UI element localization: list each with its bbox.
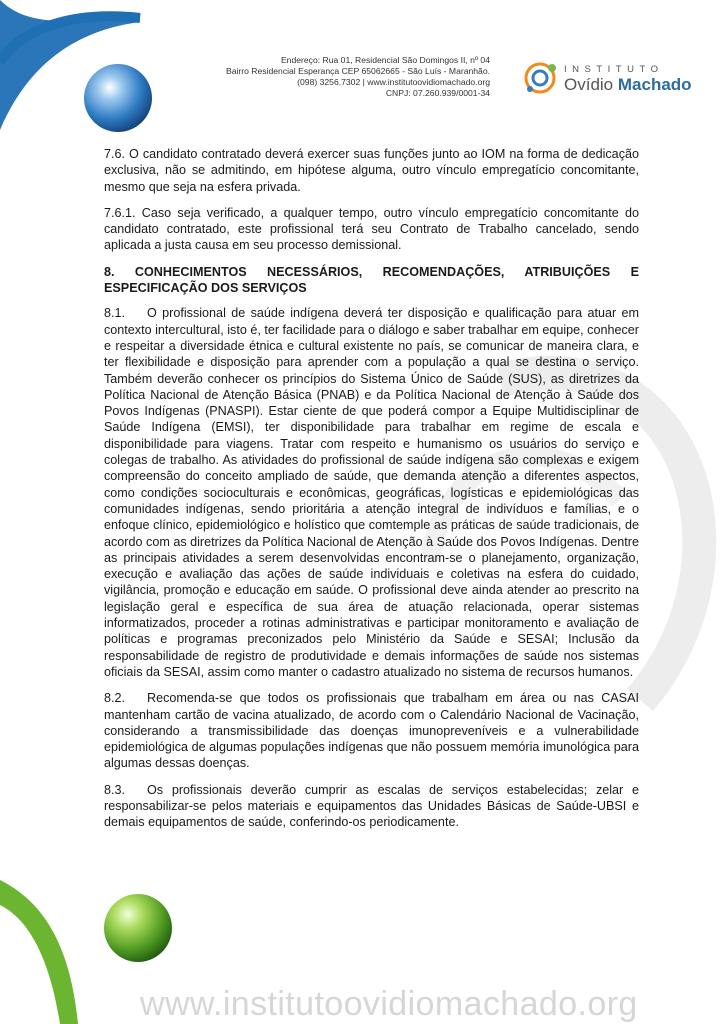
logo-name-regular: Ovídio [564, 75, 614, 94]
paragraph-text: O profissional de saúde indígena deverá ter disposição e qualificação para atuar em contexto intercultural, isto é, ter facilidade para o diálogo e saber trabalhar em equipe, conhecer e respeitar a diversidade étnica e cultural existente no país, se comunicar de maneira clara, e ter flexibilidade e disposição para aprender com a população a qual se destina o serviço. Também deverão conhecer os princípios do Sistema Único de Saúde (SUS), as diretrizes da Política Nacional de Atenção Básica (PNAB) e da Política Nacional de Atenção à Saúde dos Povos Indígenas (PNASPI). Estar ciente de que poderá compor a Equipe Multidisciplinar de Saúde Indígena (EMSI), ter disponibilidade para trabalhar em regime de escala e disponibilidade para viagens. Tratar com respeito e humanismo os usuários do serviço e colegas de trabalho. As atividades do profissional de saúde indígena são complexas e exigem compreensão do conceito ampliado de saúde, que demanda atenção a diferentes aspectos, como condições socioculturais e econômicas, geográficas, logísticas e epidemiológicas das comunidades indígenas, sendo prioritária a atenção integral de indivíduos e famílias, e o enfoque clínico, epidemiológico e holístico que comtemple as práticas de saúde tradicionais, de acordo com as diretrizes da Política Nacional de Atenção à Saúde dos Povos Indígenas. Dentre as principais atividades a serem desenvolvidas encontram-se o planejamento, organização, execução e avaliação das ações de saúde individuais e coletivas na esfera do cuidado, vigilância, promoção e educação em saúde. O profissional deve ainda atender ao prescrito na legislação geral e específica de sua área de atuação relacionada, operar sistemas informatizados, proceder a rotinas administrativas e participar monitoramento e avaliação de políticas e programas preconizados pelo Ministério da Saúde e SESAI; Inclusão da responsabilidade de registro de produtividade e demais informações de saúde nos sistemas oficiais da SESAI, assim como manter o cadastro atualizado no sistema de recursos humanos. [104, 306, 639, 679]
institute-logo [518, 56, 698, 100]
address-line: Endereço: Rua 01, Residencial São Domingos II, nº 04 [280, 55, 490, 65]
paragraph-7-6: 7.6. O candidato contratado deverá exercer suas funções junto ao IOM na forma de dedicação exclusiva, não se admitindo, em hipótese alguma, outro vínculo empregatício concomitante, mesmo que seja na esfera privada. [104, 147, 639, 194]
paragraph-8-1 [104, 305, 639, 680]
cnpj-line: CNPJ: 07.260.939/0001-34 [385, 88, 490, 98]
logo-name-bold: Machado [617, 75, 692, 94]
paragraph-number: 8.3. [104, 782, 126, 797]
section-8-heading: 8. CONHECIMENTOS NECESSÁRIOS, RECOMENDAÇÕES, ATRIBUIÇÕES E ESPECIFICAÇÃO DOS SERVIÇOS [104, 264, 639, 296]
logo-mark-icon [518, 56, 562, 100]
blue-ball [84, 64, 152, 132]
logo-top-text: INSTITUTO [564, 64, 664, 75]
green-swoosh [0, 880, 78, 1024]
blue-swoosh [0, 0, 140, 130]
blue-arc [0, 16, 140, 62]
paragraph-8-2 [104, 690, 639, 771]
paragraph-7-6-1: 7.6.1. Caso seja verificado, a qualquer tempo, outro vínculo empregatício concomitante do candidato contratado, este profissional terá seu Contrato de Trabalho cancelado, sendo aplicada a justa causa em seu processo demissional. [104, 205, 639, 253]
logo-name [564, 75, 692, 95]
paragraph-text: Os profissionais deverão cumprir as escalas de serviços estabelecidas; zelar e responsabilizar-se pelos materiais e equipamentos das Unidades Básicas de Saúde-UBSI e demais equipamentos de saúde, conferindo-os periodicamente. [104, 782, 639, 830]
contact-line: (098) 3256.7302 | www.institutoovidiomachado.org [297, 77, 490, 87]
footer-website-url: www.institutoovidiomachado.org [140, 985, 638, 1023]
document-body [104, 146, 639, 841]
paragraph-text: Recomenda-se que todos os profissionais que trabalham em área ou nas CASAI mantenham cartão de vacina atualizado, de acordo com o Calendário Nacional de Vacinação, considerando a transmissibilidade das doenças imunopreveníveis e a vulnerabilidade epidemiológica de algumas populações indígenas que não possuem memória imunológica para algumas dessas doenças. [104, 691, 639, 771]
green-ball [104, 894, 172, 962]
address-line: Bairro Residencial Esperança CEP 65062665 - São Luís - Maranhão. [225, 66, 490, 76]
paragraph-number: 8.2. [104, 691, 126, 706]
paragraph-number: 8.1. [104, 306, 126, 321]
header-address [190, 55, 490, 99]
paragraph-8-3 [104, 782, 639, 831]
